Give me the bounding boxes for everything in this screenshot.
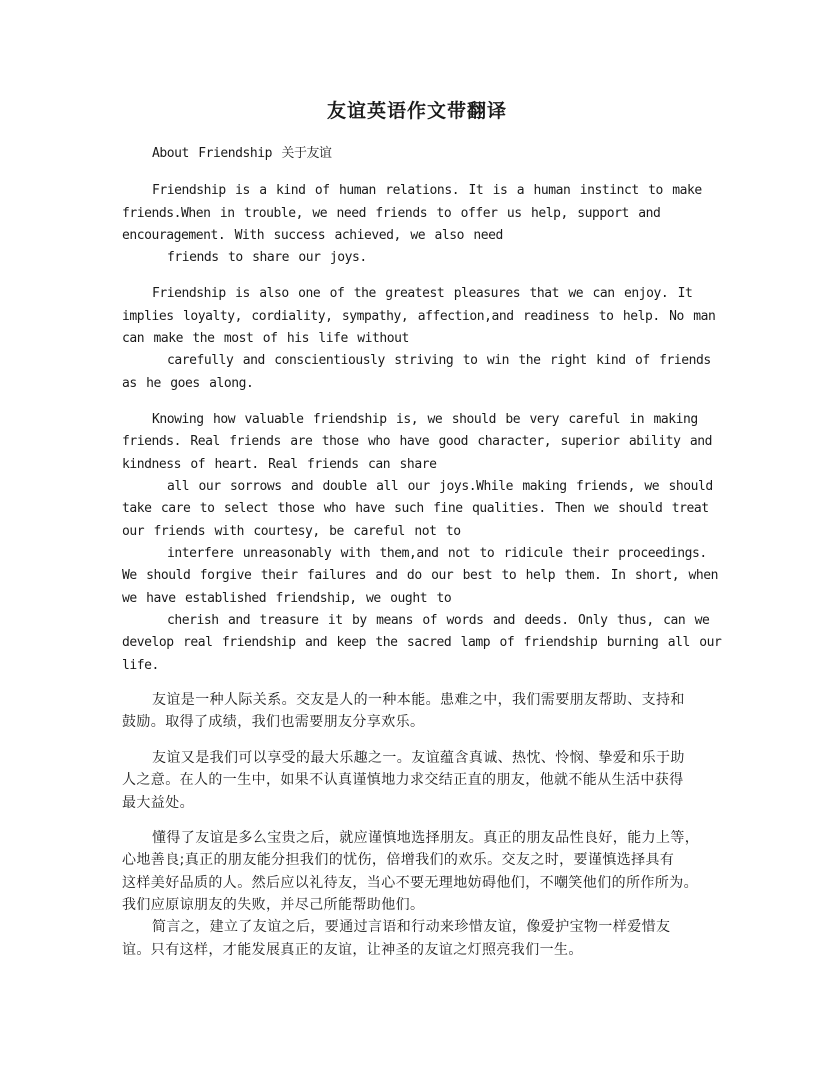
text-line: friends. Real friends are those who have good character, superior ability and [122, 434, 713, 449]
text-line: interfere unreasonably with them,and not to ridicule their proceedings. [167, 546, 707, 561]
text-line: cherish and treasure it by means of words and deeds. Only thus, can we [167, 613, 710, 628]
text-line: we have established friendship, we ought to [122, 591, 452, 606]
text-line: develop real friendship and keep the sacred lamp of friendship burning all our [122, 635, 722, 650]
text-line: 友谊又是我们可以享受的最大乐趣之一。友谊蕴含真诚、热忱、怜悯、挚爱和乐于助 [152, 750, 685, 766]
text-line: 最大益处。 [122, 795, 194, 811]
text-line: kindness of heart. Real friends can share [122, 457, 437, 472]
text-line: 鼓励。取得了成绩，我们也需要朋友分享欢乐。 [122, 714, 425, 730]
text-line: Knowing how valuable friendship is, we should be very careful in making [152, 412, 698, 427]
text-line: 人之意。在人的一生中，如果不认真谨慎地力求交结正直的朋友，他就不能从生活中获得 [122, 772, 684, 788]
text-line: take care to select those who have such fine qualities. Then we should treat [122, 501, 709, 516]
text-line: Friendship is also one of the greatest pleasures that we can enjoy. It [152, 286, 693, 301]
text-line: encouragement. With success achieved, we also need [122, 228, 503, 243]
text-line: 这样美好品质的人。然后应以礼待友，当心不要无理地妨碍他们，不嘲笑他们的所作所为。 [122, 875, 698, 891]
text-line: 友谊是一种人际关系。交友是人的一种本能。患难之中，我们需要朋友帮助、支持和 [152, 692, 685, 708]
text-line: life. [122, 658, 159, 673]
text-line: 我们应原谅朋友的失败，并尽己所能帮助他们。 [122, 897, 425, 913]
text-line: can make the most of his life without [122, 331, 409, 346]
text-line: 简言之，建立了友谊之后，要通过言语和行动来珍惜友谊，像爱护宝物一样爱惜友 [152, 919, 671, 935]
document-subtitle: About Friendship 关于友谊 [152, 146, 332, 161]
text-line: our friends with courtesy, be careful not to [122, 524, 461, 539]
text-line: implies loyalty, cordiality, sympathy, affection,and readiness to help. No man [122, 309, 716, 324]
text-line: 心地善良;真正的朋友能分担我们的忧伤，倍增我们的欢乐。交友之时，要谨慎选择具有 [122, 852, 675, 868]
text-line: 懂得了友谊是多么宝贵之后，就应谨慎地选择朋友。真正的朋友品性良好，能力上等， [152, 830, 700, 846]
text-line: We should forgive their failures and do our best to help them. In short, when [122, 568, 719, 583]
text-line: carefully and conscientiously striving to win the right kind of friends [167, 353, 711, 368]
text-line: friends.When in trouble, we need friends to offer us help, support and [122, 206, 661, 221]
text-line: as he goes along. [122, 376, 254, 391]
document-title: 友谊英语作文带翻译 [326, 100, 507, 122]
text-line: Friendship is a kind of human relations. It is a human instinct to make [152, 183, 702, 198]
text-line: 谊。只有这样，才能发展真正的友谊，让神圣的友谊之灯照亮我们一生。 [122, 942, 583, 958]
text-line: friends to share our joys. [167, 250, 367, 265]
text-line: all our sorrows and double all our joys.While making friends, we should [167, 479, 713, 494]
